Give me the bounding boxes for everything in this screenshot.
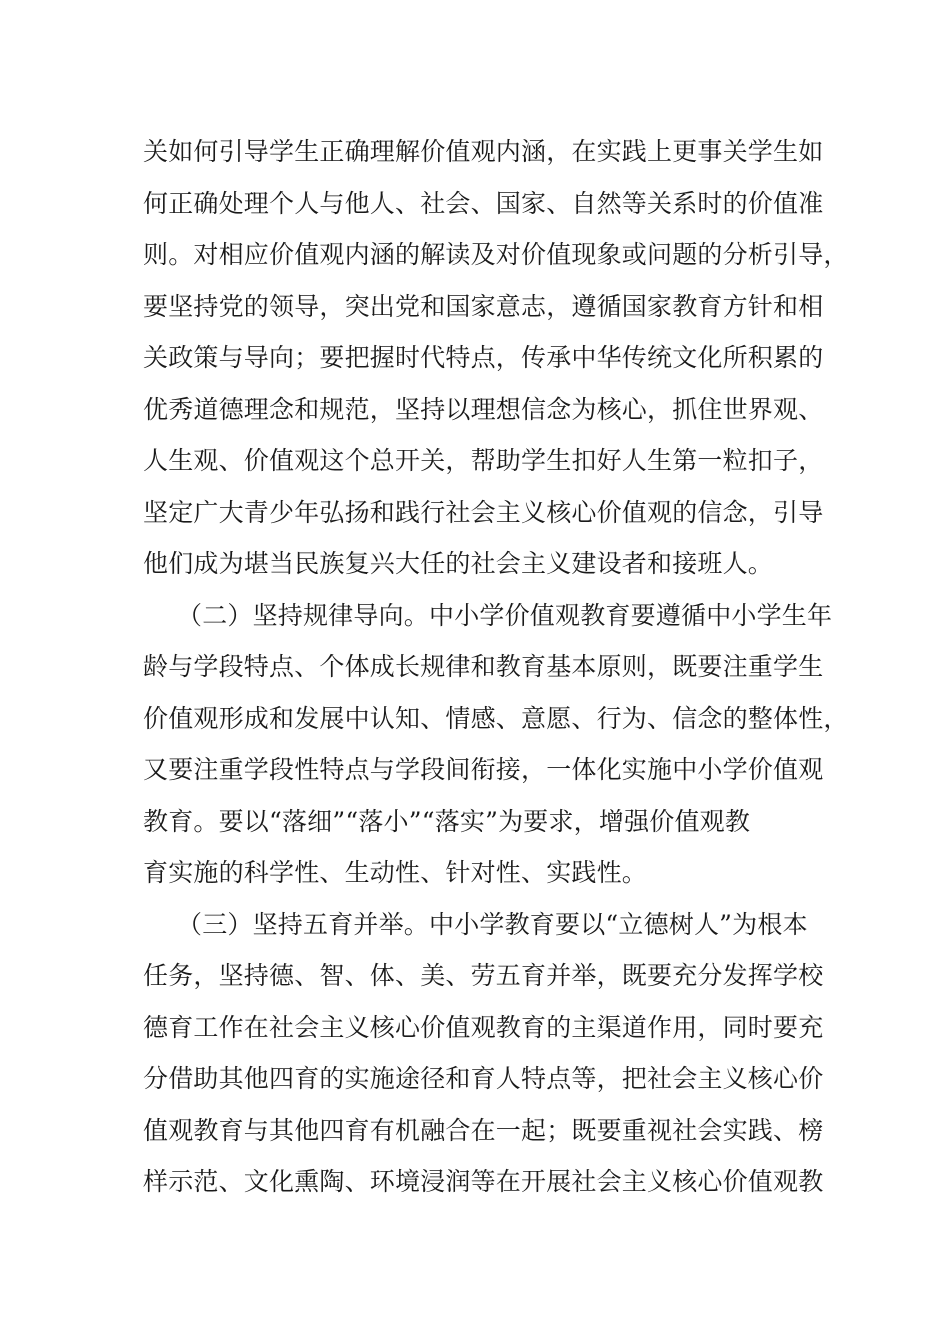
- text-line: 样示范、文化熏陶、环境浸润等在开展社会主义核心价值观教: [143, 1167, 824, 1196]
- text-line: 任务，坚持德、智、体、美、劳五育并举，既要充分发挥学校: [143, 961, 824, 990]
- paragraph-start-line: （三）坚持五育并举。中小学教育要以“立德树人”为根本: [177, 909, 808, 939]
- text-line: 又要注重学段性特点与学段间衔接，一体化实施中小学价值观: [143, 755, 824, 784]
- text-line: 龄与学段特点、个体成长规律和教育基本原则，既要注重学生: [143, 652, 824, 681]
- text-line: 德育工作在社会主义核心价值观教育的主渠道作用，同时要充: [143, 1012, 824, 1042]
- text-line: 则。对相应价值观内涵的解读及对价值现象或问题的分析引导，: [143, 240, 849, 269]
- body-text: [143, 126, 849, 1208]
- text-line: 坚定广大青少年弘扬和践行社会主义核心价值观的信念，引导: [143, 497, 824, 527]
- text-line: 关政策与导向；要把握时代特点，传承中华传统文化所积累的: [143, 343, 824, 372]
- text-line: 要坚持党的领导，突出党和国家意志，遵循国家教育方针和相: [143, 291, 824, 321]
- paragraph-start-line: （二）坚持规律导向。中小学价值观教育要遵循中小学生年: [177, 600, 833, 630]
- text-line: 优秀道德理念和规范，坚持以理想信念为核心，抓住世界观、: [143, 394, 824, 424]
- text-line: 值观教育与其他四育有机融合在一起；既要重视社会实践、榜: [143, 1115, 824, 1145]
- text-line: 价值观形成和发展中认知、情感、意愿、行为、信念的整体性，: [143, 703, 849, 733]
- text-line: 何正确处理个人与他人、社会、国家、自然等关系时的价值准: [143, 188, 824, 218]
- text-line: 教育。要以“落细”“落小”“落实”为要求，增强价值观教: [143, 806, 751, 836]
- text-line: 人生观、价值观这个总开关，帮助学生扣好人生第一粒扣子，: [143, 446, 824, 475]
- text-line: 关如何引导学生正确理解价值观内涵，在实践上更事关学生如: [143, 137, 824, 166]
- text-line: 育实施的科学性、生动性、针对性、实践性。: [143, 858, 648, 887]
- text-line: 他们成为堪当民族复兴大任的社会主义建设者和接班人。: [143, 549, 774, 578]
- text-line: 分借助其他四育的实施途径和育人特点等，把社会主义核心价: [143, 1064, 824, 1093]
